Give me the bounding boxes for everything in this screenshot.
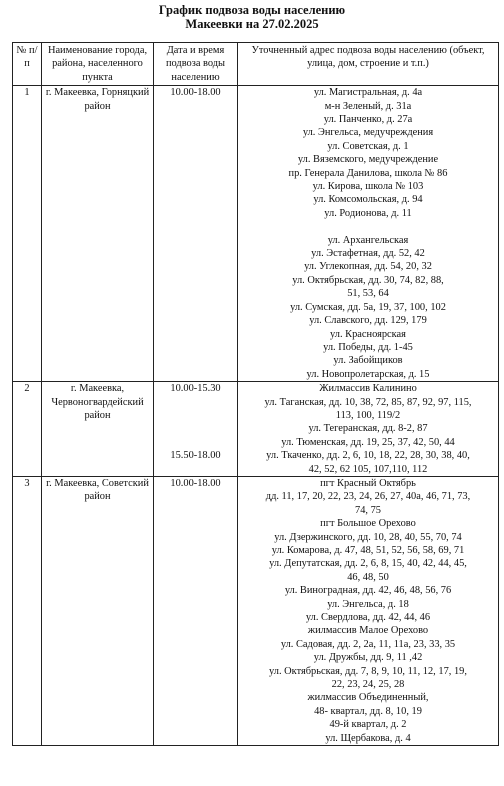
address-line: м-н Зеленый, д. 31а (324, 100, 412, 112)
address-line: ул. Родионова, д. 11 (324, 207, 412, 219)
address-line: жилмассив Малое Орехово (307, 625, 429, 637)
address-line: Жилмассив Калинино (319, 383, 417, 395)
address-line: пгт Большое Орехово (320, 518, 416, 530)
address-line: ул. Славского, дд. 129, 179 (309, 315, 427, 327)
table-row (13, 86, 499, 382)
row-name: г. Макеевка, Червоногвардейский район (42, 382, 154, 477)
address-line: пр. Генерала Данилова, школа № 86 (288, 167, 448, 179)
address-line: 42, 52, 62 105, 107,110, 112 (308, 463, 428, 475)
address-line: 46, 48, 50 (347, 571, 389, 583)
address-line: ул. Таганская, дд. 10, 38, 72, 85, 87, 92, 97, 115, (264, 396, 472, 408)
row-name: г. Макеевка, Горняцкий район (42, 86, 154, 382)
address-line: 22, 23, 24, 25, 28 (331, 679, 405, 691)
address-line: ул. Садовая, дд. 2, 2а, 11, 11а, 23, 33, 35 (280, 638, 456, 650)
address-line: 48- квартал, дд. 8, 10, 19 (314, 705, 422, 717)
table-row (13, 476, 499, 745)
address-line: ул. Забойщиков (333, 355, 403, 367)
time-slot-1: 10.00-15.30 (170, 383, 221, 395)
address-line: ул. Магистральная, д. 4а (313, 87, 423, 99)
address-line: ул. Вяземского, медучреждение (297, 154, 439, 166)
address-line: ул. Тюменская, дд. 19, 25, 37, 42, 50, 44 (281, 436, 455, 448)
address-line: ул. Дружбы, дд. 9, 11 ,42 (313, 652, 423, 664)
address-line: ул. Октябрьская, дд. 30, 74, 82, 88, (292, 274, 444, 286)
row-name: г. Макеевка, Советский район (42, 476, 154, 745)
address-line: ул. Панченко, д. 27а (323, 114, 413, 126)
header-address: Уточненный адрес подвоза воды населению (объект, улица, дом, строение и т.п.) (238, 43, 499, 86)
address-line: ул. Красноярская (330, 328, 406, 340)
address-line (239, 220, 497, 233)
row-time (154, 382, 238, 477)
address-line: ул. Углекопная, дд. 54, 20, 32 (304, 261, 432, 273)
address-line: ул. Энгельса, д. 18 (327, 598, 409, 610)
row-time: 10.00-18.00 (154, 476, 238, 745)
address-line: жилмассив Объединенный, (307, 692, 429, 704)
address-line: ул. Сумская, дд. 5а, 19, 37, 100, 102 (290, 301, 446, 313)
title-line-2: Макеевки на 27.02.2025 (185, 17, 319, 31)
row-num: 3 (13, 476, 42, 745)
address-line: ул. Дзержинского, дд. 10, 28, 40, 55, 70, 74 (274, 531, 462, 543)
address-line: ул. Щербакова, д. 4 (325, 732, 411, 744)
address-line: 113, 100, 119/2 (335, 409, 401, 421)
header-num: № п/п (13, 43, 42, 86)
address-line: 74, 75 (355, 504, 381, 516)
row-addresses (238, 86, 499, 382)
row-num: 1 (13, 86, 42, 382)
row-time: 10.00-18.00 (154, 86, 238, 382)
table-row (13, 382, 499, 477)
address-line: ул. Депутатская, дд. 2, 6, 8, 15, 40, 42, 44, 45, (269, 558, 467, 570)
address-line: 51, 53, 64 (347, 288, 389, 300)
address-line: ул. Комарова, д. 47, 48, 51, 52, 56, 58, 69, 71 (271, 545, 465, 557)
address-line: ул. Виноградная, дд. 42, 46, 48, 56, 76 (284, 585, 452, 597)
document-title (0, 3, 504, 31)
title-line-1: График подвоза воды населению (158, 3, 346, 17)
row-num: 2 (13, 382, 42, 477)
address-line: ул. Тегеранская, дд. 8-2, 87 (308, 423, 428, 435)
header-time: Дата и время подвоза воды населению (154, 43, 238, 86)
address-line: ул. Победы, дд. 1-45 (323, 341, 413, 353)
address-line: ул. Архангельская (327, 234, 409, 246)
address-line: пгт Красный Октябрь (320, 477, 416, 489)
address-line: ул. Энгельса, медучреждения (302, 127, 434, 139)
time-slot-2: 15.50-18.00 (170, 450, 221, 462)
water-schedule-table (12, 42, 499, 746)
address-line: ул. Ткаченко, дд. 2, 6, 10, 18, 22, 28, 30, 38, 40, (266, 450, 470, 462)
address-line: ул. Кирова, школа № 103 (312, 181, 424, 193)
header-name: Наименование города, района, населенного пункта (42, 43, 154, 86)
address-line: 49-й квартал, д. 2 (329, 719, 407, 731)
address-line: ул. Комсомольская, д. 94 (313, 194, 423, 206)
address-line: ул. Новопролетарская, д. 15 (306, 368, 430, 380)
address-line: ул. Октябрьская, дд. 7, 8, 9, 10, 11, 12, 17, 19, (269, 665, 467, 677)
header-row (13, 43, 499, 86)
row-addresses (238, 476, 499, 745)
address-line: ул. Эстафетная, дд. 52, 42 (311, 248, 425, 260)
address-line: дд. 11, 17, 20, 22, 23, 24, 26, 27, 40а, 46, 71, 73, (265, 491, 471, 503)
address-line: ул. Советская, д. 1 (327, 140, 409, 152)
address-line: ул. Свердлова, дд. 42, 44, 46 (305, 612, 431, 624)
row-addresses (238, 382, 499, 477)
